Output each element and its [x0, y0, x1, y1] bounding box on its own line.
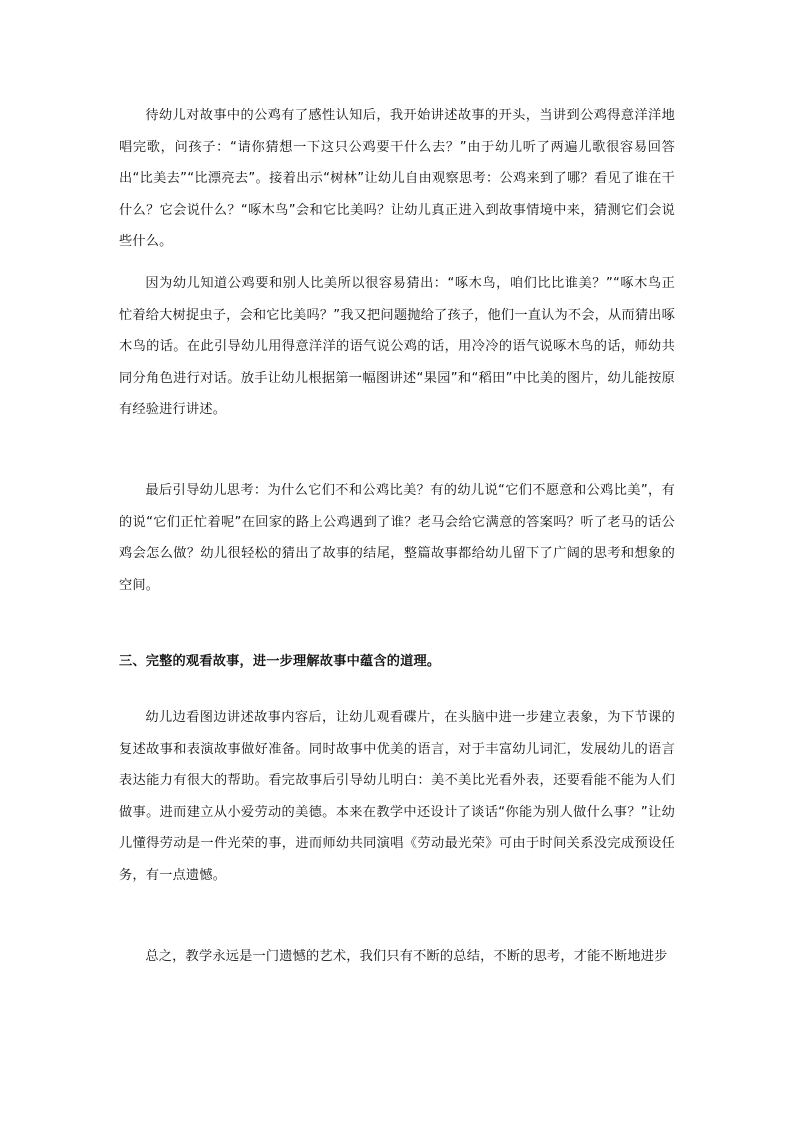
- paragraph-story-ending: 最后引导幼儿思考：为什么它们不和公鸡比美？有的幼儿说“它们不愿意和公鸡比美”，有的说“它们正忙着呢”在回家的路上公鸡遇到了谁？老马会给它满意的答案吗？听了老马的话公鸡会怎么做？幼儿很轻松的猜出了故事的结尾，整篇故事都给幼儿留下了广阔的思考和想象的空间。: [119, 483, 675, 593]
- paragraph-watch-video: 幼儿边看图边讲述故事内容后，让幼儿观看碟片，在头脑中进一步建立表象，为下节课的复述故事和表演故事做好准备。同时故事中优美的语言，对于丰富幼儿词汇，发展幼儿的语言表达能力有很大的帮助。看完故事后引导幼儿明白：美不美比光看外表，还要看能不能为人们做事。进而建立从小爱劳动的美德。本来在教学中还设计了谈话“你能为别人做什么事？”让幼儿懂得劳动是一件光荣的事，进而师幼共同演唱《劳动最光荣》可由于时间关系没完成预设任务，有一点遗憾。: [119, 710, 675, 883]
- paragraph-story-opening: 待幼儿对故事中的公鸡有了感性认知后，我开始讲述故事的开头，当讲到公鸡得意洋洋地唱完歌，问孩子：“请你猜想一下这只公鸡要干什么去？”由于幼儿听了两遍儿歌很容易回答出“比美去”“比漂亮去”。接着出示“树林”让幼儿自由观察思考：公鸡来到了哪？看见了谁在干什么？它会说什么？“啄木鸟”会和它比美吗？让幼儿真正进入到故事情境中来，猜测它们会说些什么。: [119, 108, 675, 250]
- section-heading-three: 三、完整的观看故事，进一步理解故事中蕴含的道理。: [119, 654, 441, 669]
- paragraph-woodpecker-dialogue: 因为幼儿知道公鸡要和别人比美所以很容易猜出：“啄木鸟，咱们比比谁美？”“啄木鸟正忙着给大树捉虫子，会和它比美吗？”我又把问题抛给了孩子，他们一直认为不会，从而猜出啄木鸟的话。在此引导幼儿用得意洋洋的语气说公鸡的话，用冷冷的语气说啄木鸟的话，师幼共同分角色进行对话。放手让幼儿根据第一幅图讲述“果园”和“稻田”中比美的图片，幼儿能按原有经验进行讲述。: [119, 276, 675, 418]
- paragraph-conclusion: 总之，教学永远是一门遗憾的艺术，我们只有不断的总结，不断的思考，才能不断地进步: [145, 949, 668, 964]
